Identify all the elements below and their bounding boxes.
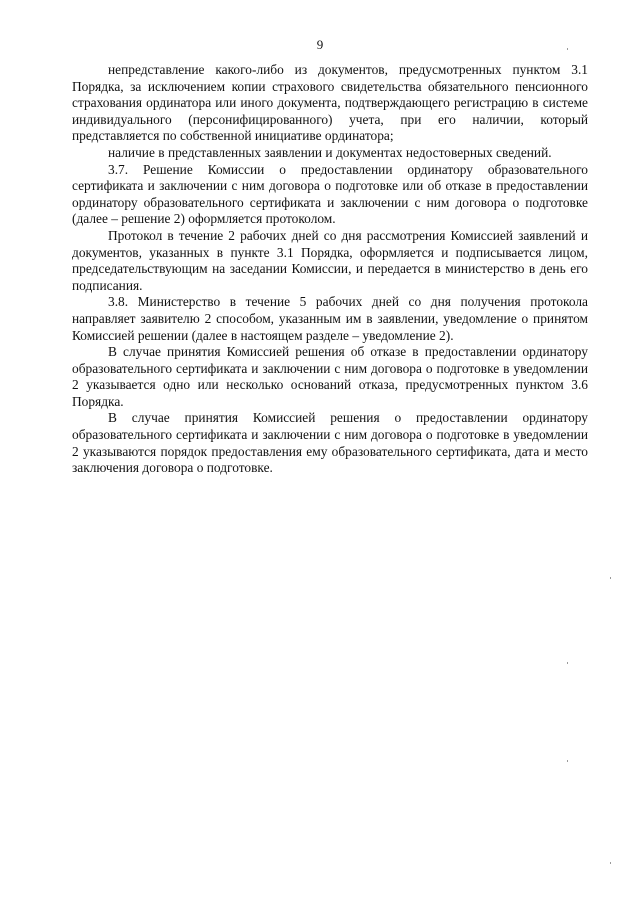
- paragraph-approval-case: В случае принятия Комиссией решения о предоставлении ординатору образовательного сертификата и заключении с ним договора о подготовке в уведомлении 2 указываются порядок предоставления ему образовательного сертификата, дата и место заключения договора о подготовке.: [72, 410, 588, 476]
- paragraph-false-information: наличие в представленных заявлении и документах недостоверных сведений.: [108, 144, 552, 160]
- paragraph-refusal-case: В случае принятия Комиссией решения об отказе в предоставлении ординатору образовательного сертификата и заключении с ним договора о подготовке в уведомлении 2 указывается одно или несколько оснований отказа, предусмотренных пунктом 3.6 Порядка.: [72, 344, 588, 409]
- scan-speck: [567, 760, 568, 762]
- scan-speck: [567, 48, 568, 50]
- paragraph-3-7-commission-decision: 3.7. Решение Комиссии о предоставлении ординатору образовательного сертификата и заключении с ним договора о подготовке или об отказе в предоставлении ординатору образовательного сертификата и заключении с ним договора о подготовке (далее – решение 2) оформляется протоколом.: [72, 161, 588, 227]
- paragraph-protocol: Протокол в течение 2 рабочих дней со дня рассмотрения Комиссией заявлений и документов, указанных в пункте 3.1 Порядка, оформляется и подписывается лицом, председательствующим на заседании Комиссии, и передается в министерство в день его подписания.: [72, 227, 588, 293]
- scan-speck: [610, 862, 611, 864]
- paragraph-missing-documents: непредставление какого-либо из документов, предусмотренных пунктом 3.1 Порядка, за исключением копии страхового свидетельства обязательного пенсионного страхования ординатора или иного документа, подтверждающего регистрацию в системе индивидуального (персонифицированного) учета, при его наличии, который представляется по собственной инициативе ординатора;: [72, 62, 588, 144]
- document-body: [72, 62, 588, 477]
- scan-speck: [567, 662, 568, 664]
- paragraph-3-8-ministry-notification: 3.8. Министерство в течение 5 рабочих дней со дня получения протокола направляет заявителю 2 способом, указанным им в заявлении, уведомление о принятом Комиссией решении (далее в настоящем разделе – уведомление 2).: [72, 294, 588, 343]
- scan-speck: [610, 577, 611, 579]
- page-number: 9: [316, 37, 324, 52]
